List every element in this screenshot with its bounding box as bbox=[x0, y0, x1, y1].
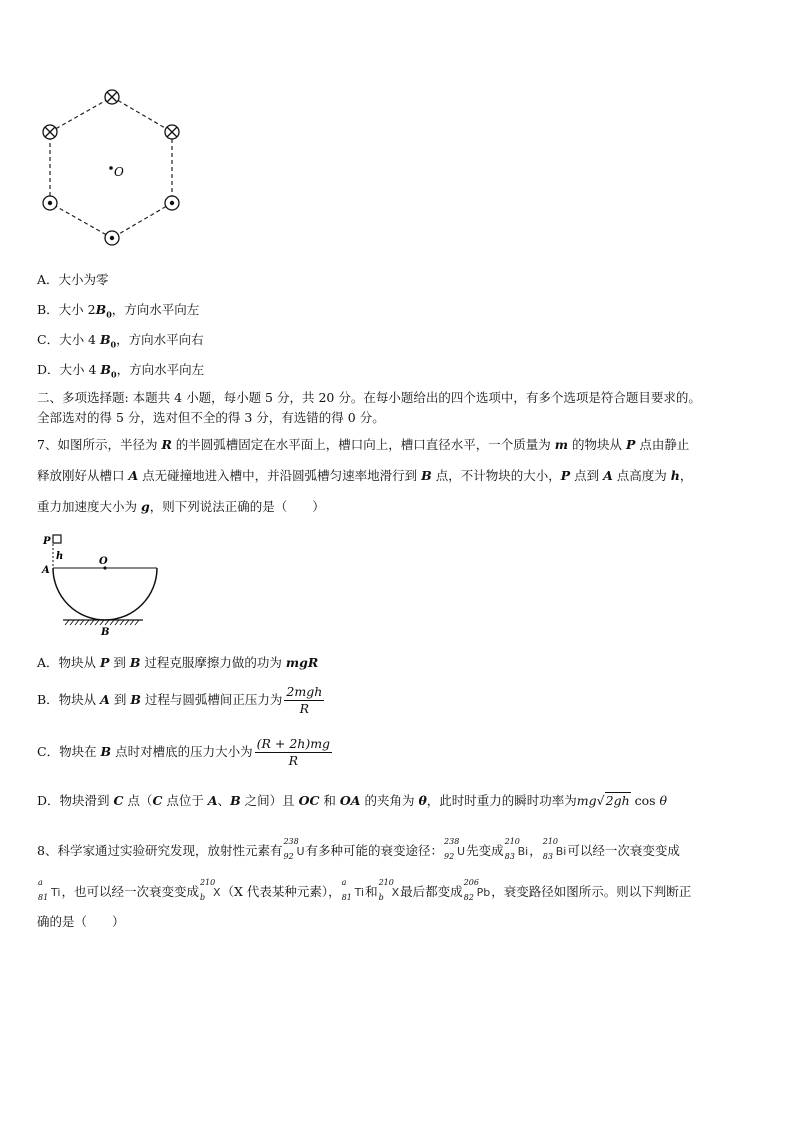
isotope-bi210: 210 83 Bi bbox=[504, 837, 529, 861]
cross-wire-marker-upper-right bbox=[165, 125, 179, 139]
isotope-ti: a 81 Ti bbox=[341, 878, 365, 902]
cross-wire-marker-upper-left bbox=[43, 125, 57, 139]
isotope-ti: a 81 Ti bbox=[38, 878, 61, 902]
center-point bbox=[109, 166, 113, 170]
isotope-pb206: 206 82 Pb bbox=[463, 878, 491, 902]
q7-option-c: C．物块在 B 点时对槽底的压力大小为 $\frac{(R + 2h)mg}{R}$ bbox=[37, 736, 331, 768]
q7-option-d: D．物块滑到 C 点（C 点位于 A、B 之间）且 OC 和 OA 的夹角为 θ，此时时重力的瞬时功率为mg√2gh cos θ bbox=[37, 793, 668, 808]
section2-instructions-line2: 全部选对的得 5 分，选对但不全的得 3 分，有选错的得 0 分。 bbox=[37, 410, 385, 425]
hexagon-figure bbox=[30, 85, 200, 255]
cross-wire-marker-top bbox=[105, 90, 119, 104]
q7-option-b: B．物块从 A 到 B 过程与圆弧槽间正压力为 $\frac{\text{2mgh}}{R}$ bbox=[37, 684, 323, 716]
q8-stem-line2: a 81 Ti，也可以经一次衰变变成 210 b X（X 代表某种元素）， a 81 Ti和 210 b X最后都变成 206 82 Pb，衰变路径如图所示。则以下判断正 bbox=[38, 878, 692, 902]
q6-option-c: C．大小 4 $B_0$，方向水平向右 bbox=[37, 332, 204, 350]
semicircle-groove-figure bbox=[35, 530, 170, 640]
label-a: A bbox=[42, 565, 50, 576]
q7-stem-line1: 7、如图所示，半径为 R 的半圆弧槽固定在水平面上，槽口向上，槽口直径水平，一个质量为 m 的物块从 P 点由静止 bbox=[37, 437, 690, 452]
q7-option-a: A．物块从 P 到 B 过程克服摩擦力做的功为 mgR bbox=[37, 655, 319, 670]
q8-stem-line1: 8、科学家通过实验研究发现，放射性元素有 238 92 U有多种可能的衰变途径： 238 92 U先变成 210 83 Bi， 210 83 Bi可以经一次衰变变成 bbox=[37, 837, 680, 861]
dot-wire-marker-lower-left bbox=[43, 196, 57, 210]
label-h: h bbox=[56, 551, 64, 562]
label-p: P bbox=[43, 536, 51, 547]
dot-wire-marker-bottom bbox=[105, 231, 119, 245]
isotope-x210: 210 b X bbox=[199, 878, 221, 902]
sqrt-2gh: √2gh bbox=[596, 793, 630, 808]
section2-instructions-line1: 二、多项选择题: 本题共 4 小题，每小题 5 分，共 20 分。在每小题给出的四个选项中，有多个选项是符合题目要求的。 bbox=[37, 390, 701, 405]
dot-wire-marker-lower-right bbox=[165, 196, 179, 210]
q6-option-b: B．大小 $2B_0$，方向水平向左 bbox=[37, 302, 200, 320]
fraction-r2h-mg-over-r: $\frac{(R + 2h)mg}{R}$ bbox=[256, 736, 331, 768]
center-label: O bbox=[114, 165, 124, 179]
q6-option-d: D．大小 4 $B_0$，方向水平向左 bbox=[37, 362, 205, 380]
isotope-u238: 238 92 U bbox=[283, 837, 305, 861]
isotope-u238: 238 92 U bbox=[444, 837, 466, 861]
q7-stem-line2: 释放刚好从槽口 A 点无碰撞地进入槽中，并沿圆弧槽匀速率地滑行到 B 点，不计物块的大小，P 点到 A 点高度为 h， bbox=[37, 468, 693, 483]
fraction-2mgh-over-r: $\frac{\text{2mgh}}{R}$ bbox=[286, 684, 323, 716]
label-o: O bbox=[99, 556, 108, 567]
isotope-bi210: 210 83 Bi bbox=[542, 837, 567, 861]
isotope-x210: 210 b X bbox=[378, 878, 400, 902]
q8-stem-line3: 确的是（ ） bbox=[37, 914, 125, 929]
q7-stem-line3: 重力加速度大小为 g，则下列说法正确的是（ ） bbox=[37, 499, 325, 514]
block-p bbox=[53, 535, 61, 543]
q6-option-a: A．大小为零 bbox=[37, 272, 109, 287]
label-b: B bbox=[101, 627, 110, 638]
